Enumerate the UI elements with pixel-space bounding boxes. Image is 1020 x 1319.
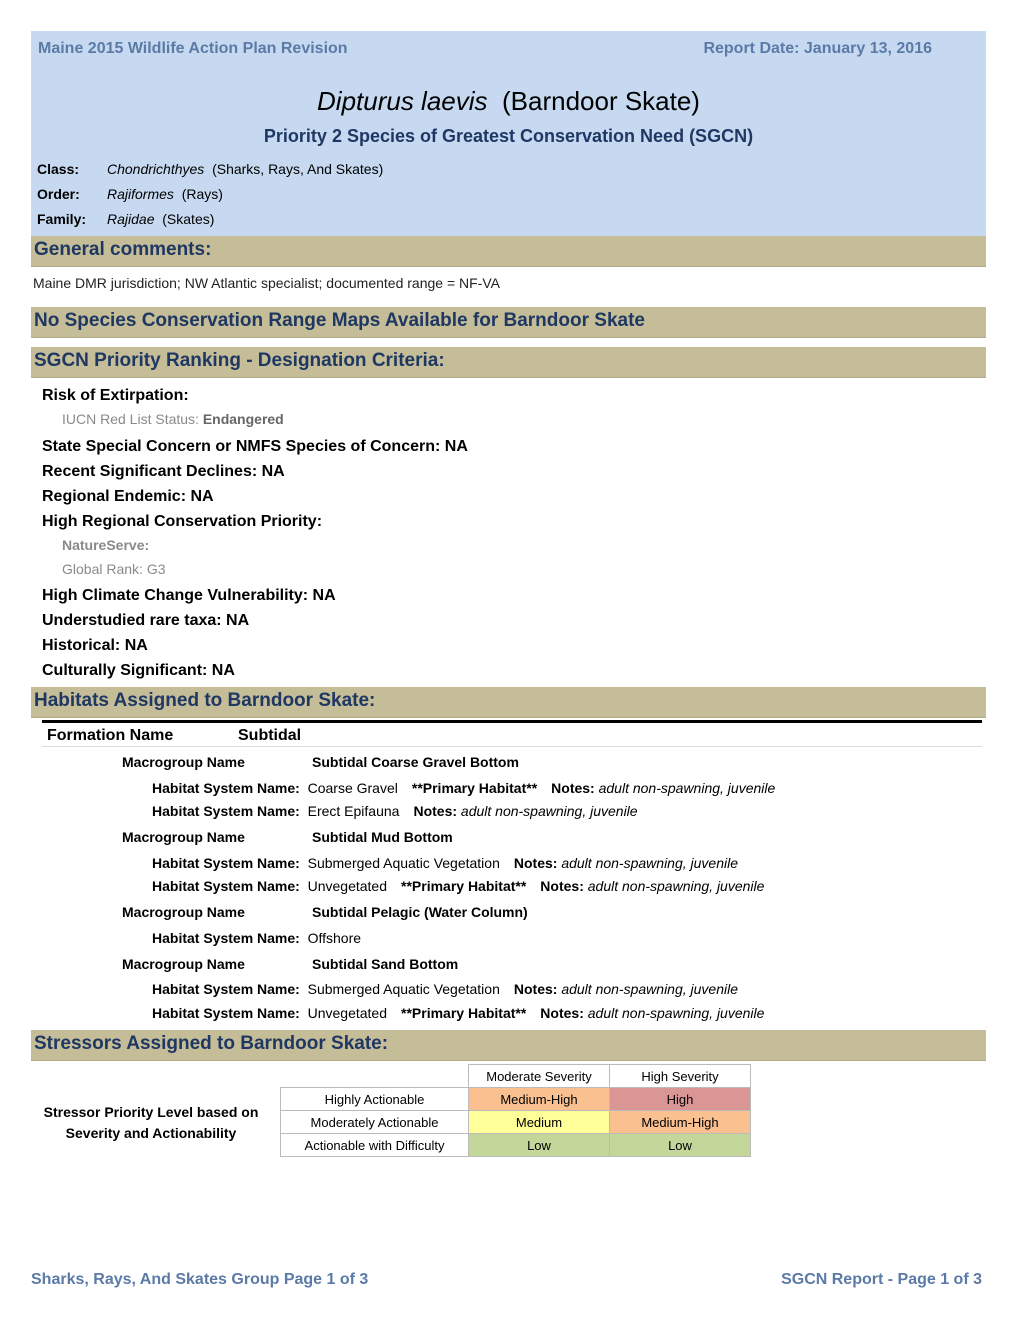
global-rank: Global Rank: G3 [62, 561, 166, 577]
notes-label: Notes: [551, 780, 595, 796]
regional-endemic: Regional Endemic: NA [42, 488, 214, 505]
primary-habitat: **Primary Habitat** [411, 780, 538, 796]
order-sci: Rajiformes [107, 186, 174, 202]
order-value [107, 186, 223, 202]
notes-value: adult non-spawning, juvenile [561, 855, 739, 871]
family-sci: Rajidae [107, 211, 155, 227]
natureserve-label: NatureServe: [62, 537, 150, 553]
habitat-system-row [152, 878, 764, 894]
family-value [107, 211, 214, 227]
hs-label: Habitat System Name: [152, 981, 300, 997]
row-actionable-with-difficulty: Actionable with Difficulty [281, 1134, 469, 1157]
family-label: Family: [37, 211, 87, 227]
primary-habitat: **Primary Habitat** [401, 1005, 527, 1021]
primary-habitat: **Primary Habitat** [401, 878, 527, 894]
hs-name: Submerged Aquatic Vegetation [307, 855, 500, 871]
family-common: (Skates) [162, 211, 215, 227]
species-title [31, 86, 986, 117]
cell-medium-high: Medium-High [610, 1111, 751, 1134]
stressor-priority-table [280, 1064, 751, 1157]
notes-value: adult non-spawning, juvenile [598, 780, 776, 796]
table-row [281, 1134, 751, 1157]
habitats-bar [31, 687, 986, 718]
habitats-heading: Habitats Assigned to Barndoor Skate: [34, 690, 376, 711]
class-sci: Chondrichthyes [107, 161, 205, 177]
notes-value: adult non-spawning, juvenile [561, 981, 739, 997]
hs-label: Habitat System Name: [152, 930, 300, 946]
habitat-system-row [152, 803, 638, 819]
hs-label: Habitat System Name: [152, 1005, 300, 1021]
hs-name: Erect Epifauna [307, 803, 400, 819]
hs-label: Habitat System Name: [152, 855, 300, 871]
scientific-name: Dipturus laevis [317, 86, 488, 116]
stressors-heading: Stressors Assigned to Barndoor Skate: [34, 1033, 389, 1054]
hs-label: Habitat System Name: [152, 780, 300, 796]
hs-name: Offshore [307, 930, 362, 946]
hs-name: Submerged Aquatic Vegetation [307, 981, 500, 997]
notes-value: adult non-spawning, juvenile [587, 1005, 765, 1021]
order-common: (Rays) [181, 186, 223, 202]
risk-of-extirpation: Risk of Extirpation: [42, 387, 189, 404]
row-highly-actionable: Highly Actionable [281, 1088, 469, 1111]
legend-label-line-1: Stressor Priority Level based on [43, 1104, 259, 1120]
culturally-significant: Culturally Significant: NA [42, 662, 235, 679]
criteria-bar [31, 347, 986, 378]
notes-label: Notes: [540, 1005, 584, 1021]
macrogroup-label: Macrogroup Name [122, 754, 245, 770]
hs-label: Habitat System Name: [152, 878, 300, 894]
general-comments-bar [31, 236, 986, 267]
notes-label: Notes: [540, 878, 584, 894]
table-row [281, 1088, 751, 1111]
hs-name: Unvegetated [307, 878, 388, 894]
macrogroup-value: Subtidal Pelagic (Water Column) [312, 904, 528, 920]
cell-low: Low [610, 1134, 751, 1157]
cell-medium-high: Medium-High [469, 1088, 610, 1111]
class-common: (Sharks, Rays, And Skates) [212, 161, 384, 177]
table-row [281, 1111, 751, 1134]
macrogroup-label: Macrogroup Name [122, 829, 245, 845]
general-comments-text: Maine DMR jurisdiction; NW Atlantic specialist; documented range = NF-VA [33, 275, 500, 291]
stressor-legend-label [31, 1102, 271, 1144]
table-header-row [281, 1065, 751, 1088]
notes-value: adult non-spawning, juvenile [460, 803, 638, 819]
macrogroup-value: Subtidal Mud Bottom [312, 829, 453, 845]
understudied-taxa: Understudied rare taxa: NA [42, 612, 250, 629]
priority-subtitle: Priority 2 Species of Greatest Conservation Need (SGCN) [263, 126, 754, 146]
hs-label: Habitat System Name: [152, 803, 300, 819]
habitat-system-row [152, 855, 738, 871]
general-comments-heading: General comments: [34, 239, 212, 260]
hs-name: Unvegetated [307, 1005, 388, 1021]
hs-name: Coarse Gravel [307, 780, 398, 796]
common-name: (Barndoor Skate) [501, 86, 700, 116]
habitat-system-row [152, 981, 738, 997]
report-date: Report Date: January 13, 2016 [703, 40, 932, 57]
cell-low: Low [469, 1134, 610, 1157]
climate-vulnerability: High Climate Change Vulnerability: NA [42, 587, 336, 604]
col-moderate-severity: Moderate Severity [469, 1065, 610, 1088]
notes-label: Notes: [413, 803, 458, 819]
footer-group-page: Sharks, Rays, And Skates Group Page 1 of 3 [31, 1271, 369, 1288]
historical: Historical: NA [42, 637, 148, 654]
formation-divider [42, 746, 982, 747]
stressors-bar [31, 1030, 986, 1061]
formation-value: Subtidal [238, 727, 302, 744]
plan-title: Maine 2015 Wildlife Action Plan Revision [38, 40, 348, 57]
notes-value: adult non-spawning, juvenile [587, 878, 765, 894]
notes-label: Notes: [513, 981, 558, 997]
col-high-severity: High Severity [610, 1065, 751, 1088]
habitat-system-row [152, 1005, 764, 1021]
table-corner [281, 1065, 469, 1088]
legend-label-line-2: Severity and Actionability [65, 1125, 237, 1141]
state-special-concern: State Special Concern or NMFS Species of Concern: NA [42, 438, 468, 455]
iucn-value: Endangered [202, 411, 284, 427]
criteria-heading: SGCN Priority Ranking - Designation Criteria: [34, 350, 445, 371]
macrogroup-value: Subtidal Sand Bottom [312, 956, 459, 972]
row-moderately-actionable: Moderately Actionable [281, 1111, 469, 1134]
cell-high: High [610, 1088, 751, 1111]
class-label: Class: [37, 161, 80, 177]
formation-label: Formation Name [47, 727, 174, 744]
order-label: Order: [37, 186, 80, 202]
cell-medium: Medium [469, 1111, 610, 1134]
range-maps-bar [31, 307, 986, 338]
iucn-status [62, 411, 284, 427]
range-maps-heading: No Species Conservation Range Maps Available for Barndoor Skate [34, 310, 645, 331]
footer-report-page: SGCN Report - Page 1 of 3 [781, 1271, 982, 1288]
habitat-system-row [152, 780, 775, 796]
macrogroup-label: Macrogroup Name [122, 904, 245, 920]
macrogroup-label: Macrogroup Name [122, 956, 245, 972]
regional-priority: High Regional Conservation Priority: [42, 513, 323, 530]
notes-label: Notes: [513, 855, 558, 871]
recent-declines: Recent Significant Declines: NA [42, 463, 285, 480]
habitat-rule [42, 720, 982, 723]
macrogroup-value: Subtidal Coarse Gravel Bottom [312, 754, 519, 770]
class-value [107, 161, 383, 177]
iucn-label: IUCN Red List Status: [62, 411, 199, 427]
habitat-system-row [152, 930, 361, 946]
